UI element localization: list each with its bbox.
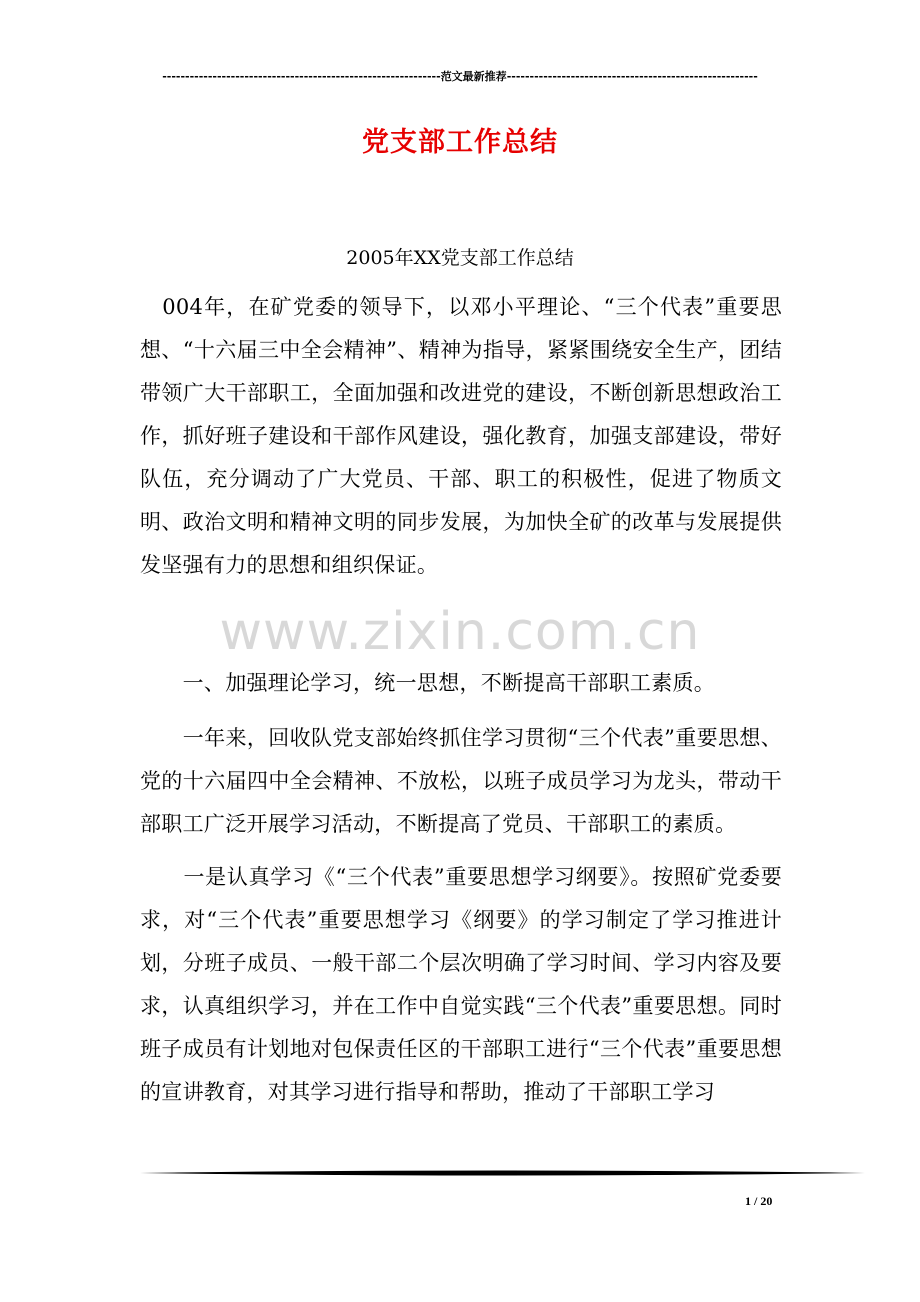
paragraph-body: 一是认真学习《“三个代表”重要思想学习纲要》。按照矿党委要求，对“三个代表”重要思想学习《纲要》的学习制定了学习推进计划，分班子成员、一般干部二个层次明确了学习时间、学习内容及要求，认真组织学习，并在工作中自觉实践“三个代表”重要思想。同时班子成员有计划地对包保责任区的干部职工进行“三个代表”重要思想的宣讲教育，对其学习进行指导和帮助，推动了干部职工学习: [140, 865, 782, 1104]
header-dash-left: -------------------------------------------------------------: [162, 70, 441, 83]
header-label: 范文最新推荐: [440, 70, 507, 83]
document-subtitle: 2005年XX党支部工作总结: [346, 247, 574, 269]
footer-rule: [140, 1169, 865, 1177]
paragraph-intro: 004年，在矿党委的领导下，以邓小平理论、“三个代表”重要思想、“十六届三中全会精神”、精神为指导，紧紧围绕安全生产，团结带领广大干部职工，全面加强和改进党的建设，不断创新思想政治工作，抓好班子建设和干部作风建设，强化教育，加强支部建设，带好队伍，充分调动了广大党员、干部、职工的积极性，促进了物质文明、政治文明和精神文明的同步发展，为加快全矿的改革与发展提供发坚强有力的思想和组织保证。: [140, 295, 782, 577]
paragraph-body: 一年来，回收队党支部始终抓住学习贯彻“三个代表”重要思想、党的十六届四中全会精神、不放松，以班子成员学习为龙头，带动干部职工广泛开展学习活动，不断提高了党员、干部职工的素质。: [140, 726, 782, 836]
header-dash-right: -------------------------------------------------------: [506, 70, 758, 83]
header-banner: [140, 68, 780, 84]
watermark: www.zixin.com.cn: [219, 602, 701, 662]
section-heading: 一、加强理论学习，统一思想，不断提高干部职工素质。: [140, 671, 716, 695]
page-number: 1 / 20: [745, 1194, 773, 1208]
page-title: 党支部工作总结: [362, 127, 558, 158]
